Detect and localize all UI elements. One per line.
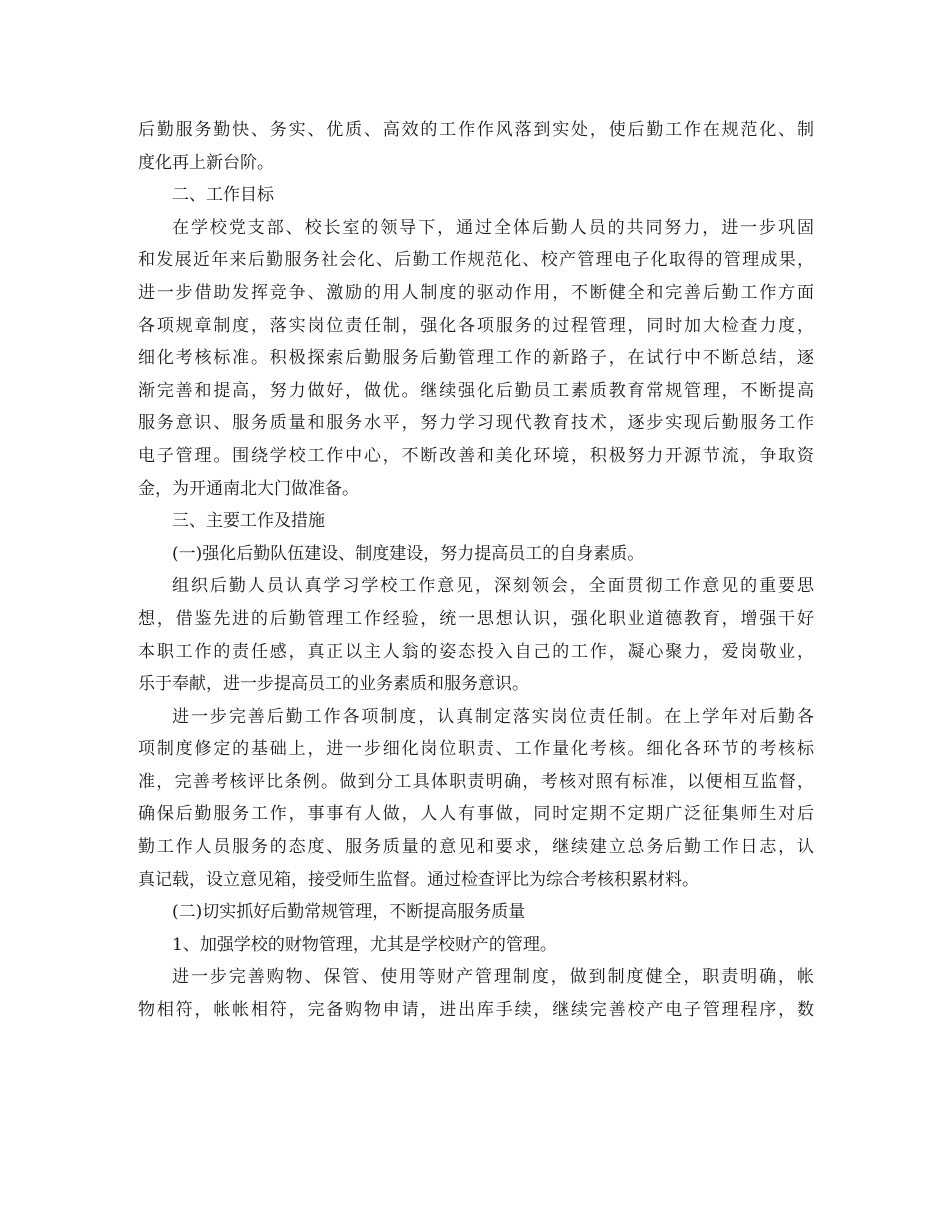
text-line: 进一步完善购物、保管、使用等财产管理制度，做到制度健全，职责明确，帐: [172, 967, 814, 988]
text-line: 进一步借助发挥竞争、激励的用人制度的驱动作用，不断健全和完善后勤工作方面: [138, 282, 814, 303]
text-line: (二)切实抓好后勤常规管理，不断提高服务质量: [172, 902, 526, 923]
text-line: 组织后勤人员认真学习学校工作意见，深刻领会，全面贯彻工作意见的重要思: [172, 576, 814, 597]
text-line: 项制度修定的基础上，进一步细化岗位职责、工作量化考核。细化各环节的考核标: [138, 739, 814, 760]
text-line: 1、加强学校的财物管理，尤其是学校财产的管理。: [172, 934, 557, 955]
text-line: 细化考核标准。积极探索后勤服务后勤管理工作的新路子，在试行中不断总结，逐: [138, 348, 814, 369]
text-line: 后勤服务勤快、务实、优质、高效的工作作风落到实处，使后勤工作在规范化、制: [138, 120, 814, 140]
text-line: 想，借鉴先进的后勤管理工作经验，统一思想认识，强化职业道德教育，增强干好: [138, 608, 814, 629]
text-line: 二、工作目标: [172, 185, 274, 206]
text-line: 和发展近年来后勤服务社会化、后勤工作规范化、校产管理电子化取得的管理成果，: [138, 250, 814, 271]
text-line: 进一步完善后勤工作各项制度，认真制定落实岗位责任制。在上学年对后勤各: [172, 706, 814, 727]
text-line: 勤工作人员服务的态度、服务质量的意见和要求，继续建立总务后勤工作日志，认: [138, 837, 814, 858]
text-line: 三、主要工作及措施: [172, 511, 325, 532]
text-line: (一)强化后勤队伍建设、制度建设，努力提高员工的自身素质。: [172, 543, 645, 564]
text-line: 本职工作的责任感，真正以主人翁的姿态投入自己的工作，凝心聚力，爱岗敬业，: [138, 641, 814, 662]
text-line: 渐完善和提高，努力做好，做优。继续强化后勤员工素质教育常规管理，不断提高: [138, 380, 814, 401]
text-line: 乐于奉献，进一步提高员工的业务素质和服务意识。: [138, 674, 529, 695]
document-body: [138, 114, 814, 1027]
text-line: 度化再上新台阶。: [138, 152, 274, 173]
text-line: 金，为开通南北大门做准备。: [138, 478, 359, 499]
text-line: 准，完善考核评比条例。做到分工具体职责明确，考核对照有标准，以便相互监督，: [138, 771, 814, 792]
text-line: 服务意识、服务质量和服务水平，努力学习现代教育技术，逐步实现后勤服务工作: [138, 413, 814, 434]
text-line: 在学校党支部、校长室的领导下，通过全体后勤人员的共同努力，进一步巩固: [172, 217, 814, 238]
text-line: 确保后勤服务工作，事事有人做，人人有事做，同时定期不定期广泛征集师生对后: [138, 804, 814, 825]
text-line: 物相符，帐帐相符，完备购物申请，进出库手续，继续完善校产电子管理程序，数: [138, 1000, 814, 1021]
text-line: 电子管理。围绕学校工作中心，不断改善和美化环境，积极努力开源节流，争取资: [138, 445, 814, 466]
text-line: 各项规章制度，落实岗位责任制，强化各项服务的过程管理，同时加大检查力度，: [138, 315, 814, 336]
text-line: 真记载，设立意见箱，接受师生监督。通过检查评比为综合考核积累材料。: [138, 869, 699, 890]
